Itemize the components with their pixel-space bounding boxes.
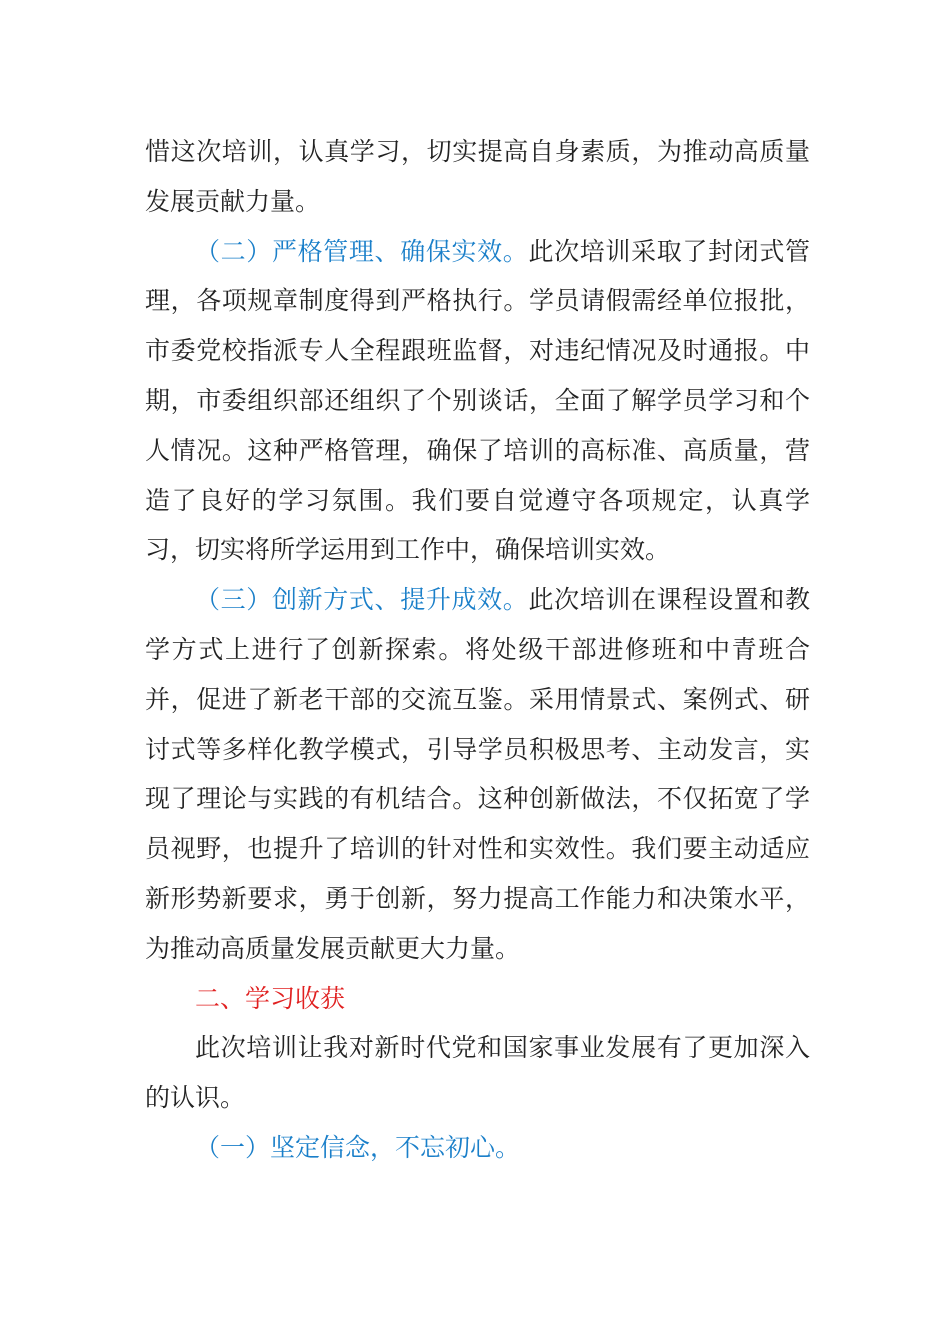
paragraph-text: 此次培训采取了封闭式管理，各项规章制度得到严格执行。学员请假需经单位报批，市委党校指派专人全程跟班监督，对违纪情况及时通报。中期，市委组织部还组织了个别谈话，全面了解学员学习和个人情况。这种严格管理，确保了培训的高标准、高质量，营造了良好的学习氛围。我们要自觉遵守各项规定，认真学习，切实将所学运用到工作中，确保培训实效。 — [145, 236, 810, 565]
paragraph-text: 此次培训在课程设置和教学方式上进行了创新探索。将处级干部进修班和中青班合并，促进了新老干部的交流互鉴。采用情景式、案例式、研讨式等多样化教学模式，引导学员积极思考、主动发言，实现了理论与实践的有机结合。这种创新做法，不仅拓宽了学员视野，也提升了培训的针对性和实效性。我们要主动适应新形势新要求，勇于创新，努力提高工作能力和决策水平，为推动高质量发展贡献更大力量。 — [145, 585, 810, 963]
section-paragraph-firm-belief — [145, 1123, 810, 1173]
paragraph-text: 惜这次培训，认真学习，切实提高自身素质，为推动高质量发展贡献力量。 — [145, 137, 810, 216]
section-paragraph-strict-management — [145, 227, 810, 576]
section-heading-blue: （一）坚定信念，不忘初心。 — [195, 1132, 521, 1162]
chapter-heading-red: 二、学习收获 — [195, 983, 346, 1013]
body-paragraph — [145, 127, 810, 227]
chapter-heading-learning-gains — [145, 974, 810, 1024]
paragraph-text: 此次培训让我对新时代党和国家事业发展有了更加深入的认识。 — [145, 1033, 810, 1113]
section-heading-blue: （三）创新方式、提升成效。 — [195, 585, 529, 615]
body-paragraph-intro — [145, 1023, 810, 1123]
document-body — [145, 127, 810, 1173]
section-paragraph-innovation — [145, 575, 810, 973]
section-heading-blue: （二）严格管理、确保实效。 — [195, 236, 529, 266]
